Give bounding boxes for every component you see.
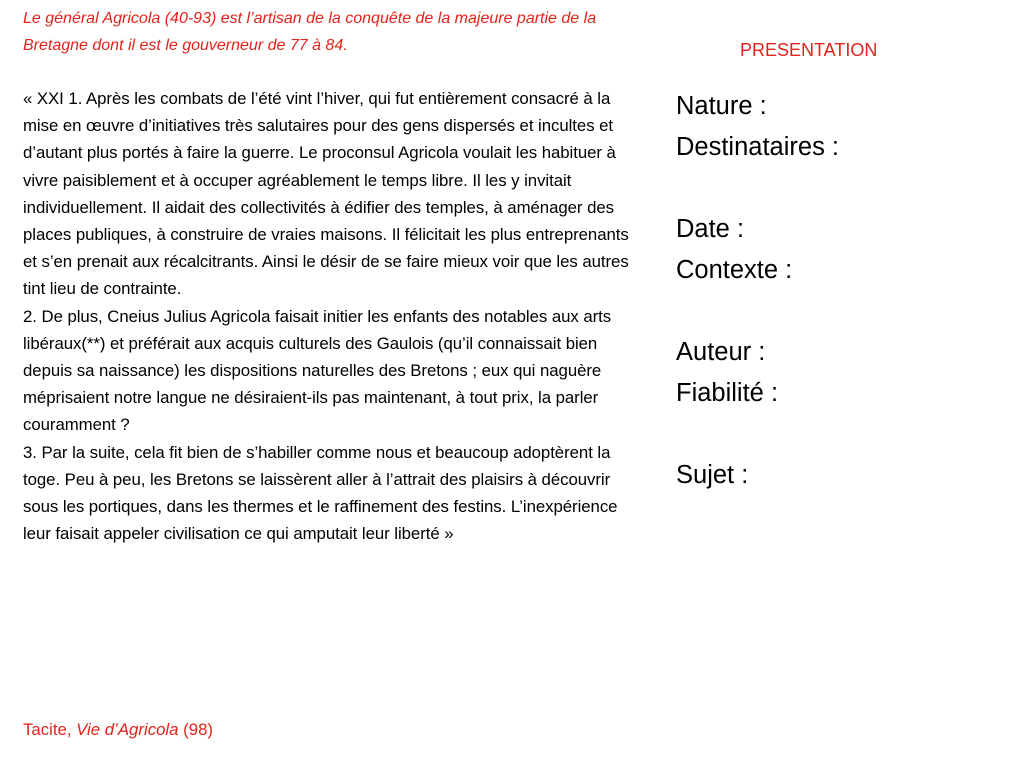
- field-date: Date :: [676, 215, 745, 243]
- spacer: [676, 168, 996, 209]
- source-work-title: Vie d’Agricola: [76, 720, 179, 739]
- field-fiabilite: Fiabilité :: [676, 379, 779, 407]
- field-destinataires: Destinataires :: [676, 133, 839, 161]
- source-citation: [23, 716, 213, 743]
- field-nature: Nature :: [676, 92, 767, 120]
- quote-paragraph-2: 2. De plus, Cneius Julius Agricola faisait initier les enfants des notables aux arts libéraux(**) et préférait aux acquis culturels des Gaulois (qu’il connaissait bien depuis sa naissance) les dispositions naturelles des Bretons ; eux qui naguère méprisaient notre langue ne désiraient-ils pas maintenant, à tout prix, la parler couramment ?: [23, 306, 612, 435]
- source-date: (98): [178, 720, 213, 739]
- source-text-column: [23, 5, 635, 547]
- source-author: Tacite,: [23, 720, 77, 739]
- presentation-title: PRESENTATION: [740, 40, 878, 60]
- spacer: [676, 291, 996, 332]
- intro-text: Le général Agricola (40-93) est l’artisan de la conquête de la majeure partie de la Bretagne dont il est le gouverneur de 77 à 84.: [23, 10, 597, 54]
- quote-paragraph-1: « XXI 1. Après les combats de l’été vint l’hiver, qui fut entièrement consacré à la mise en œuvre d’initiatives très salutaires pour des gens dispersés et incultes et d’autant plus portés à faire la guerre. Le proconsul Agricola voulait les habituer à vivre paisiblement et à occuper agréablement le temps libre. Il les y invitait individuellement. Il aidait des collectivités à édifier des temples, à aménager des places publiques, à construire de vraies maisons. Il félicitait les plus entreprenants et s’en prenait aux récalcitrants. Ainsi le désir de se faire mieux voir que les autres tint lieu de contrainte.: [23, 89, 629, 299]
- field-contexte: Contexte :: [676, 256, 793, 284]
- quote-block: [23, 85, 635, 547]
- presentation-fields: [676, 86, 996, 496]
- spacer: [676, 414, 996, 455]
- field-sujet: Sujet :: [676, 461, 749, 489]
- field-auteur: Auteur :: [676, 338, 766, 366]
- quote-paragraph-3: 3. Par la suite, cela fit bien de s’habiller comme nous et beaucoup adoptèrent la toge. Peu à peu, les Bretons se laissèrent aller à l’attrait des plaisirs à découvrir sous les portiques, dans les thermes et le raffinement des festins. L’inexpérience leur faisait appeler civilisation ce qui amputait leur liberté »: [23, 442, 618, 544]
